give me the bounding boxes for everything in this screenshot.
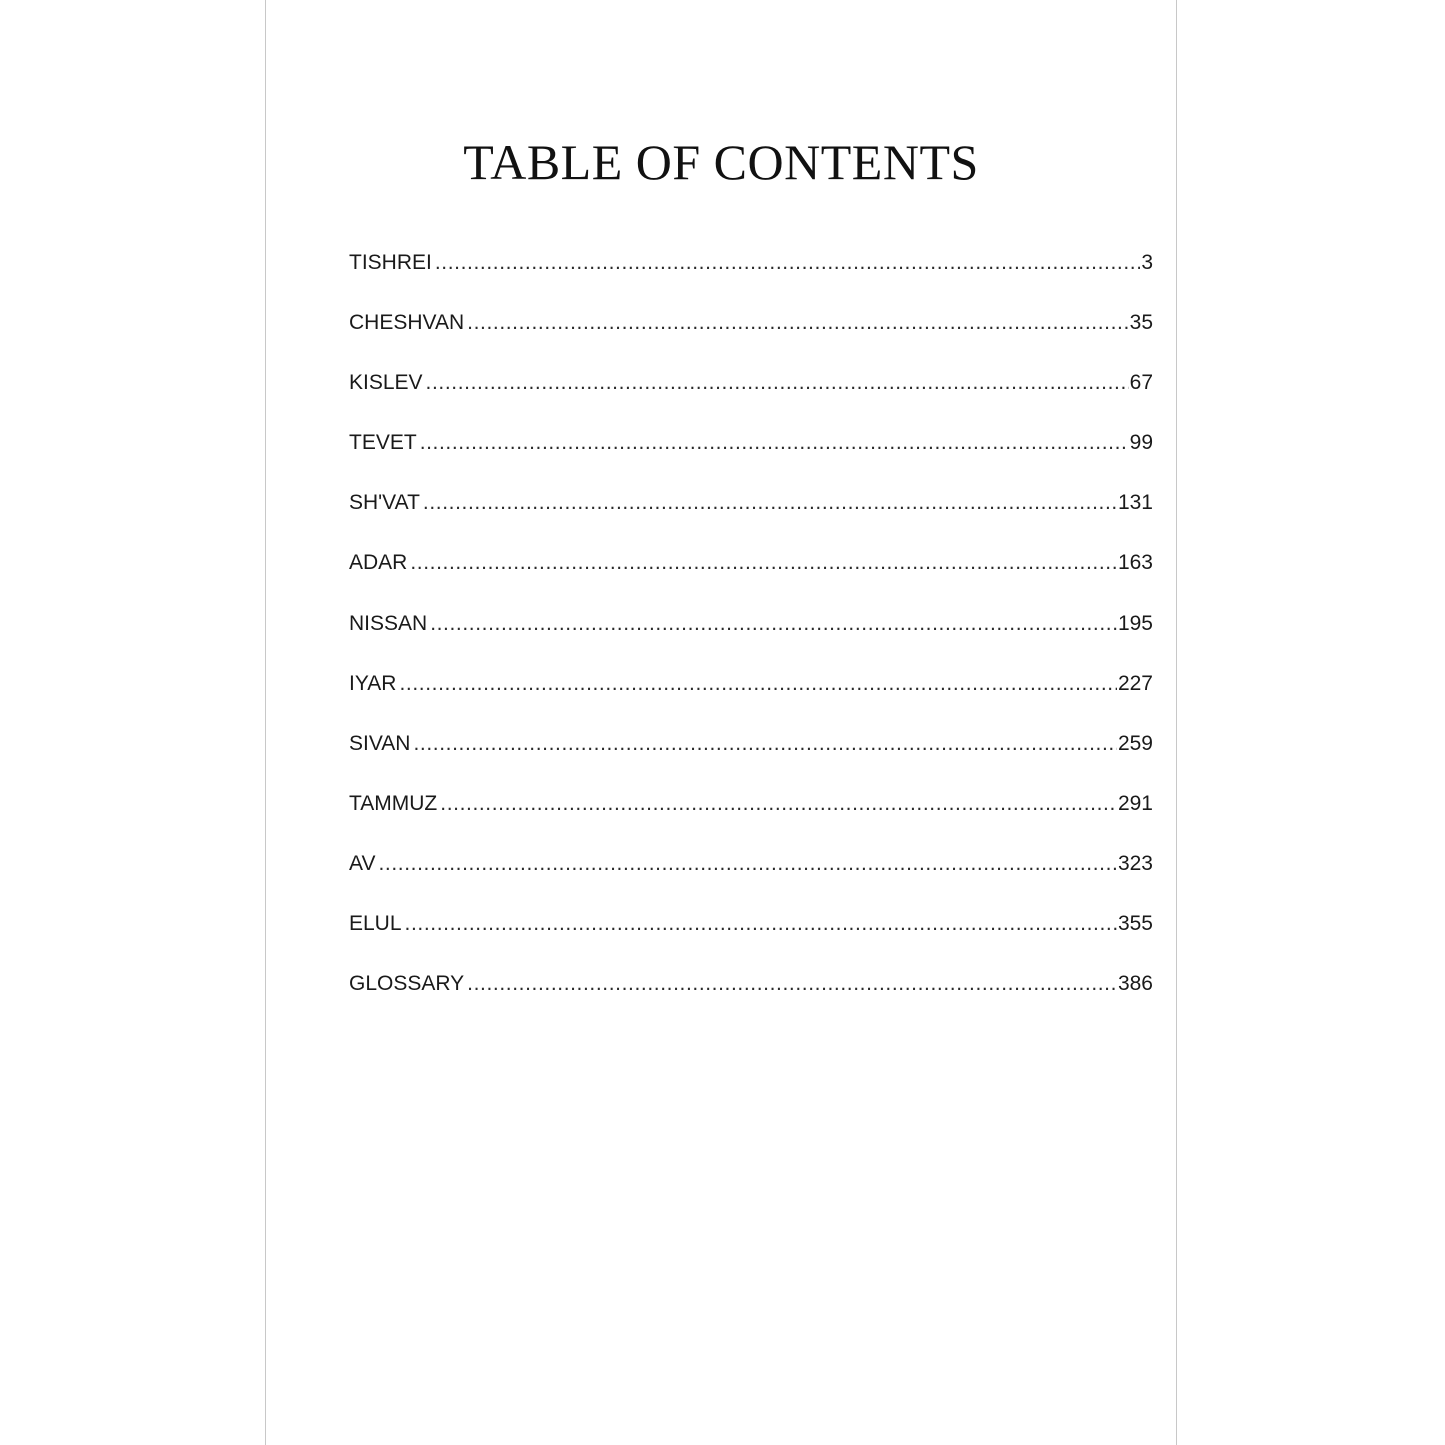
toc-entry-name: TEVET — [349, 431, 417, 455]
toc-entry — [349, 426, 1153, 486]
toc-entry — [349, 787, 1153, 847]
dot-leader — [467, 306, 1129, 340]
page-title: TABLE OF CONTENTS — [463, 134, 979, 190]
toc-entry-name: ELUL — [349, 912, 402, 936]
toc-entry-name: IYAR — [349, 671, 397, 695]
toc-entry — [349, 727, 1153, 787]
book-page — [265, 0, 1177, 1445]
dot-leader — [405, 907, 1117, 941]
dot-leader — [430, 607, 1117, 641]
dot-leader — [467, 967, 1117, 1001]
toc-entry — [349, 967, 1153, 1027]
dot-leader — [440, 787, 1117, 821]
toc-entry-page: 323 — [1117, 851, 1153, 875]
toc-entry-page: 35 — [1129, 311, 1153, 335]
toc-entry — [349, 486, 1153, 546]
toc-entry-name: TISHREI — [349, 251, 432, 274]
dot-leader — [426, 366, 1129, 400]
toc-entry-name: GLOSSARY — [349, 972, 465, 996]
toc-entry-name: SH'VAT — [349, 491, 420, 515]
dot-leader — [399, 667, 1116, 701]
toc-entry — [349, 246, 1153, 306]
toc-list — [349, 246, 1153, 1027]
toc-entry-page: 131 — [1117, 491, 1153, 515]
toc-entry-page: 386 — [1117, 972, 1153, 996]
toc-entry — [349, 907, 1153, 967]
dot-leader — [378, 847, 1116, 881]
toc-entry-name: TAMMUZ — [349, 791, 438, 815]
toc-entry-name: CHESHVAN — [349, 311, 465, 335]
toc-entry — [349, 667, 1153, 727]
toc-entry-name: KISLEV — [349, 371, 423, 395]
toc-entry — [349, 607, 1153, 667]
toc-entry-page: 163 — [1117, 551, 1153, 575]
dot-leader — [413, 727, 1116, 761]
toc-entry-name: ADAR — [349, 551, 408, 575]
toc-entry-name: SIVAN — [349, 731, 411, 755]
toc-entry — [349, 546, 1153, 606]
toc-entry-page: 227 — [1117, 671, 1153, 695]
toc-entry-page: 99 — [1129, 431, 1153, 455]
toc-entry-page: 355 — [1117, 912, 1153, 936]
dot-leader — [423, 486, 1117, 520]
toc-entry-page: 195 — [1117, 611, 1153, 635]
toc-entry-page: 291 — [1117, 791, 1153, 815]
toc-entry — [349, 847, 1153, 907]
toc-entry — [349, 306, 1153, 366]
toc-entry-name: AV — [349, 851, 376, 875]
toc-entry-page: 3 — [1141, 251, 1153, 274]
toc-entry-page: 259 — [1117, 731, 1153, 755]
dot-leader — [410, 546, 1117, 580]
toc-entry-page: 67 — [1129, 371, 1153, 395]
dot-leader — [435, 246, 1140, 280]
dot-leader — [420, 426, 1129, 460]
toc-entry — [349, 366, 1153, 426]
toc-entry-name: NISSAN — [349, 611, 428, 635]
